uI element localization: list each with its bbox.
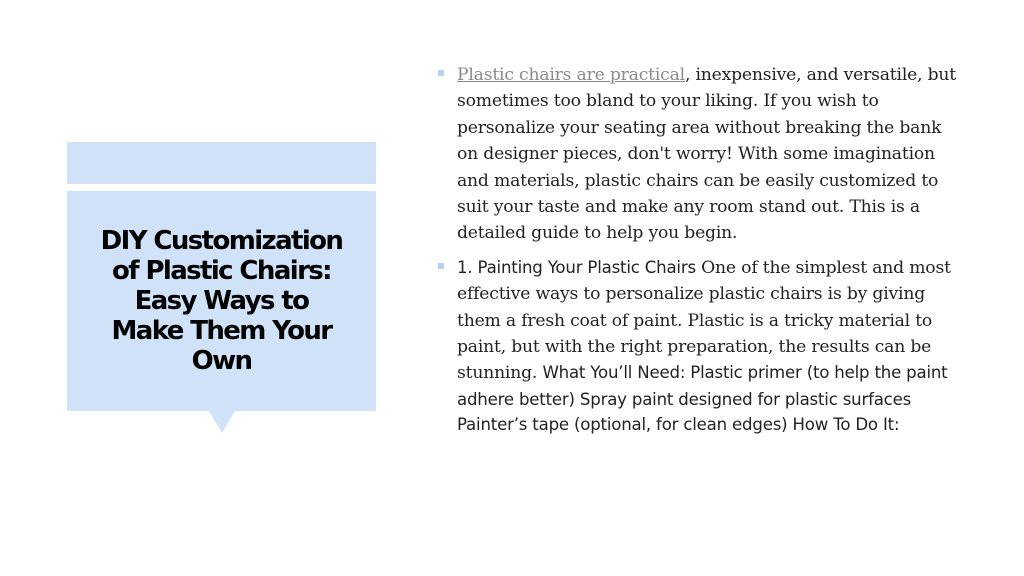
- painting-needs: What You’ll Need: Plastic primer (to help the paint adhere better) Spray paint designed for plastic surfaces Painter’s tape (optional, for clean edges) How To Do It:: [457, 363, 948, 435]
- practical-chairs-link[interactable]: Plastic chairs are practical: [457, 65, 685, 85]
- intro-text: , inexpensive, and versatile, but sometimes too bland to your liking. If you wish to personalize your seating area without breaking the bank on designer pieces, don't worry! With some imagination and materials, plastic chairs can be easily customized to suit your taste and make any room stand out. This is a detailed guide to help you begin.: [457, 65, 956, 244]
- painting-heading: 1. Painting Your Plastic Chairs: [457, 257, 696, 277]
- bullet-square-icon: [438, 263, 444, 269]
- slide-title: DIY Customization of Plastic Chairs: Easy Ways to Make Them Your Own: [100, 226, 343, 376]
- painting-text: One of the simplest and most effective ways to personalize plastic chairs is by giving them a fresh coat of paint. Plastic is a tricky material to paint, but with the right preparation, the results can be stunning.: [457, 257, 951, 384]
- callout-pointer: [209, 411, 235, 433]
- content-area: [438, 62, 958, 446]
- paragraph-intro: [438, 62, 958, 247]
- title-callout-box: [67, 191, 376, 411]
- paragraph-painting: [438, 255, 958, 438]
- title-accent-strip: [67, 142, 376, 184]
- bullet-square-icon: [438, 70, 444, 76]
